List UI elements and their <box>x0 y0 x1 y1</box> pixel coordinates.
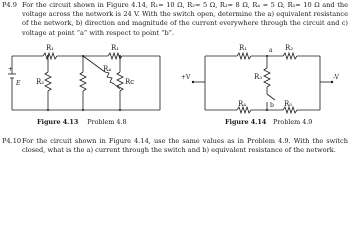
label-r1-left: R₁ <box>46 44 55 52</box>
label-source-e: E <box>16 80 21 87</box>
label-r1: R₁ <box>239 44 248 52</box>
problem-number: P4.10 <box>2 137 22 145</box>
problem-text: For the circuit shown in Figure 4.14, R₁= 10 Ω, R₂= 5 Ω, R₃= 8 Ω, R₄ = 5 Ω, R₅= 10 Ω and the voltage across the network is 24 V. With the switch open, determine the a) equivalent resistance of the network, b) direction and magnitude of the current everywhere through the circuit and c) voltage at point “a” with respect to point “b”. <box>22 1 348 37</box>
label-r5: R₅ <box>284 100 293 108</box>
circuit-diagram-4-13 <box>10 44 175 116</box>
label-source-plus: + <box>8 66 14 73</box>
figure-4-14 <box>175 44 350 116</box>
label-plus-v: +V <box>181 74 191 81</box>
caption-problem: Problem 4.9 <box>273 118 313 126</box>
label-r2: R₂ <box>285 44 294 52</box>
label-r1-right: R₁ <box>111 44 120 52</box>
label-minus-v: -V <box>333 74 339 81</box>
caption-problem: Problem 4.8 <box>87 118 127 126</box>
figure-4-14-caption <box>225 118 312 126</box>
problem-text: For the circuit shown in Figure 4.14, use the same values as in Problem 4.9. With the switch closed, what is the a) current through the switch and b) equivalent resistance of the network. <box>22 137 348 155</box>
label-rc: Rᴄ <box>125 78 135 86</box>
caption-figure: Figure 4.14 <box>225 118 267 126</box>
circuit-diagram-4-14 <box>175 44 350 116</box>
figure-4-13 <box>10 44 175 116</box>
label-node-b: b <box>270 102 274 109</box>
label-r4: R₄ <box>238 100 247 108</box>
label-r2: R₂ <box>36 78 45 86</box>
caption-figure: Figure 4.13 <box>37 118 79 126</box>
label-r4: R₄ <box>103 65 112 73</box>
problem-number: P4.9 <box>2 1 17 9</box>
label-node-a: a <box>269 47 273 54</box>
figure-4-13-caption <box>37 118 127 126</box>
label-r3: R₃ <box>254 73 263 81</box>
